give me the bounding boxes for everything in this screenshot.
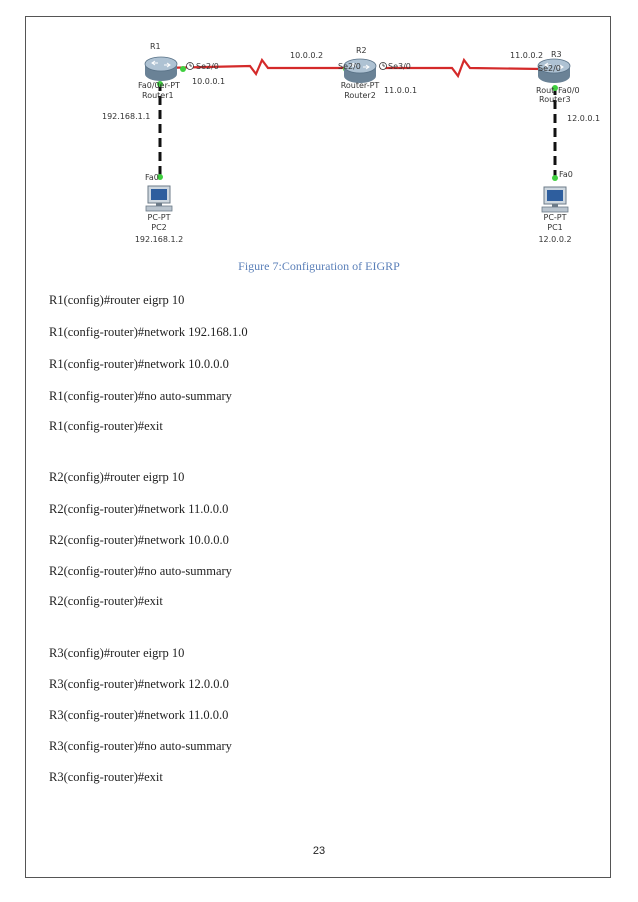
- pc1-ip: 12.0.0.2: [538, 235, 572, 244]
- pc2-model: PC-PT: [147, 213, 171, 222]
- r1-serial-interface: Se2/0: [196, 62, 219, 71]
- r2-model: Router-PT: [340, 81, 380, 90]
- r3-fa-interface: Fa0/0: [558, 86, 580, 95]
- pc1-hostname: PC1: [547, 223, 563, 232]
- pc1-model: PC-PT: [543, 213, 567, 222]
- r3-label-a: Rout: [536, 86, 555, 95]
- config-command: R1(config-router)#no auto-summary: [49, 389, 232, 403]
- config-command: R2(config-router)#no auto-summary: [49, 564, 232, 578]
- router-r3-name: R3: [551, 50, 562, 59]
- r2-hostname: Router2: [344, 91, 376, 100]
- config-command: R2(config)#router eigrp 10: [49, 470, 185, 484]
- r3-hostname: Router3: [539, 95, 571, 104]
- figure-caption: Figure 7:Configuration of EIGRP: [238, 259, 400, 273]
- config-command: R2(config-router)#network 10.0.0.0: [49, 533, 229, 547]
- router-r1-name: R1: [150, 42, 161, 51]
- config-command: R2(config-router)#exit: [49, 594, 163, 608]
- pc-icon: [146, 186, 172, 211]
- router-r2-name: R2: [356, 46, 367, 55]
- config-command: R3(config-router)#network 12.0.0.0: [49, 677, 229, 691]
- port-status-dot: [180, 66, 186, 72]
- r2-right-interface: Se3/0: [388, 62, 411, 71]
- r2-right-ip: 11.0.0.1: [384, 86, 418, 95]
- pc1-interface: Fa0: [559, 170, 573, 179]
- r3-lan-ip: 12.0.0.1: [567, 114, 601, 123]
- r2-left-ip: 10.0.0.2: [290, 51, 324, 60]
- r1-lan-ip: 192.168.1.1: [102, 112, 151, 121]
- r1-fa-interface: Fa0/0er-PT: [138, 81, 180, 90]
- router-icon: [145, 57, 177, 81]
- pc2-interface: Fa0: [145, 173, 159, 182]
- r2-left-interface: Se2/0: [338, 62, 361, 71]
- r1-serial-ip: 10.0.0.1: [192, 77, 226, 86]
- clock-icon: [187, 63, 194, 70]
- pc2-hostname: PC2: [151, 223, 167, 232]
- config-command: R2(config-router)#network 11.0.0.0: [49, 502, 229, 516]
- page-number: 23: [312, 845, 326, 857]
- network-topology-diagram: [90, 36, 610, 251]
- config-command: R3(config-router)#no auto-summary: [49, 739, 232, 753]
- config-command: R1(config-router)#network 192.168.1.0: [49, 325, 248, 339]
- config-command: R1(config-router)#network 10.0.0.0: [49, 357, 229, 371]
- config-command: R3(config-router)#exit: [49, 770, 163, 784]
- pc-icon: [542, 187, 568, 212]
- config-command: R1(config-router)#exit: [49, 419, 163, 433]
- pc2-ip: 192.168.1.2: [134, 235, 184, 244]
- r3-left-interface: Se2/0: [538, 64, 561, 73]
- config-command: R1(config)#router eigrp 10: [49, 293, 185, 307]
- r3-left-ip: 11.0.0.2: [510, 51, 544, 60]
- clock-icon: [380, 63, 387, 70]
- config-command: R3(config)#router eigrp 10: [49, 646, 185, 660]
- port-status-dot: [552, 175, 558, 181]
- r1-hostname: Router1: [142, 91, 174, 100]
- config-command: R3(config-router)#network 11.0.0.0: [49, 708, 229, 722]
